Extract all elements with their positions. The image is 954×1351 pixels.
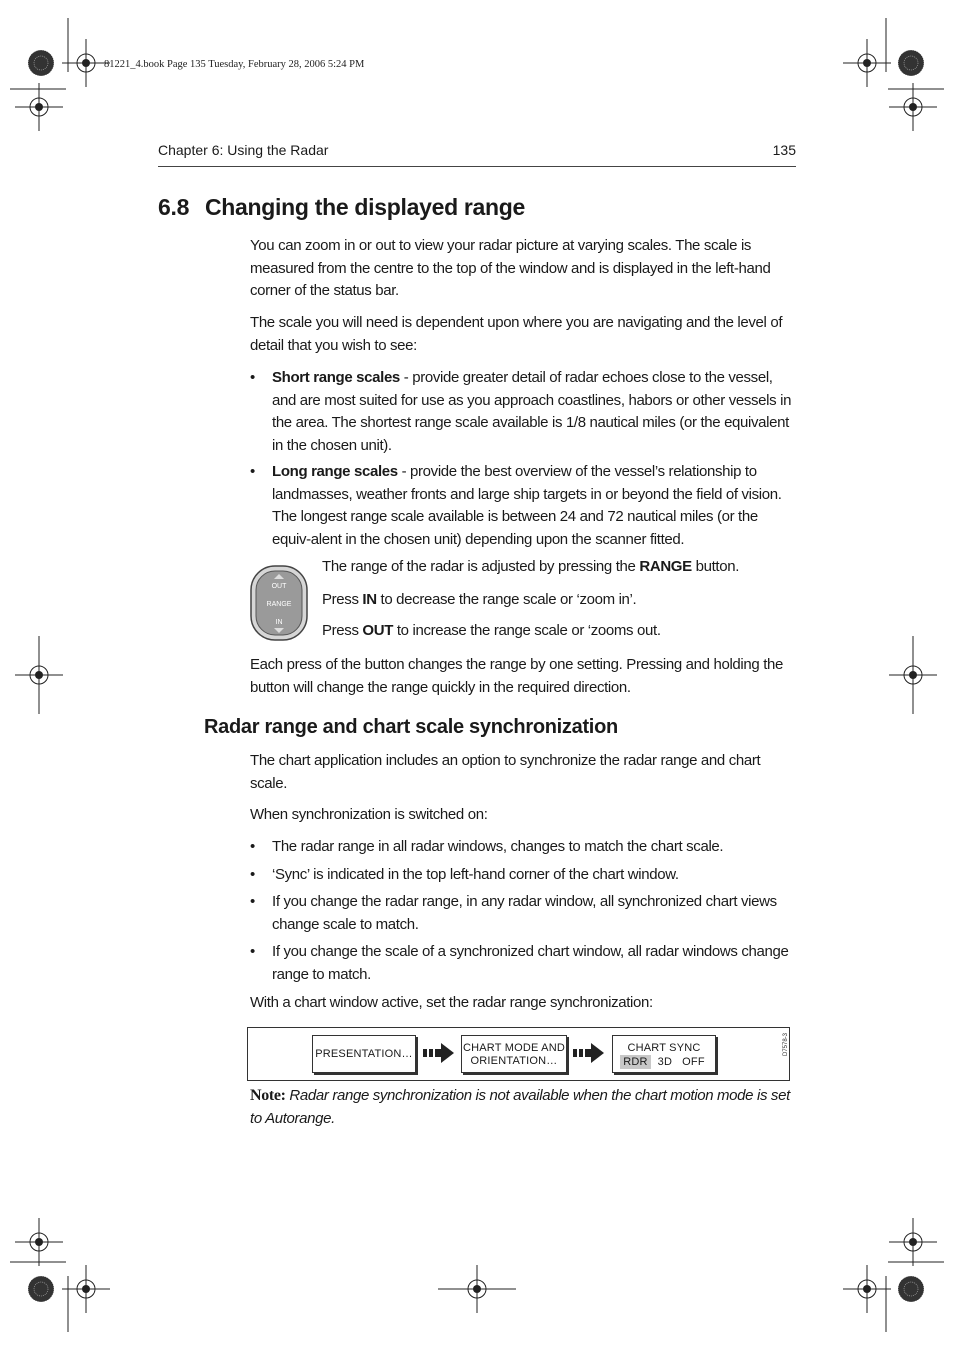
range-key: RANGE bbox=[639, 558, 692, 575]
in-key: IN bbox=[362, 591, 377, 608]
range-in-instruction bbox=[322, 591, 636, 608]
bullet-icon: • bbox=[250, 838, 255, 855]
figure-code: D7578-3 bbox=[783, 1032, 789, 1056]
list-item bbox=[250, 461, 797, 551]
option-off: OFF bbox=[682, 1056, 705, 1068]
section-heading bbox=[158, 194, 525, 221]
registration-star-top-right bbox=[898, 50, 924, 76]
bullet-icon: • bbox=[250, 893, 255, 910]
book-stamp: 81221_4.book Page 135 Tuesday, February 28, 2006 5:24 PM bbox=[104, 59, 365, 70]
bullet-icon: • bbox=[250, 866, 255, 883]
bullet-text: - provide greater detail of radar echoes close to the vessel, and are most suited for use as you approach coastlines, habors or other vessels in the area. The shortest range scale available is 1/8 nautical miles (or the equivalent in the chosen unit). bbox=[272, 369, 792, 454]
note bbox=[250, 1085, 798, 1130]
intro-paragraph: The scale you will need is dependent upon where you are navigating and the level of detail that you wish to see: bbox=[250, 314, 783, 354]
header-rule bbox=[158, 166, 796, 167]
range-in-label: IN bbox=[275, 619, 283, 626]
range-button-illustration bbox=[250, 565, 308, 641]
list-item bbox=[250, 891, 797, 936]
arrow-right-icon bbox=[573, 1040, 607, 1066]
chart-sync-title: CHART SYNC bbox=[627, 1042, 701, 1054]
note-label: Note: bbox=[250, 1087, 286, 1104]
menu-path-figure bbox=[247, 1027, 790, 1081]
page-number: 135 bbox=[772, 142, 796, 158]
bullet-term: Long range scales bbox=[272, 463, 398, 480]
range-press-paragraph: Each press of the button changes the range by one setting. Pressing and holding the button will change the range quickly in the required direction. bbox=[250, 656, 784, 696]
bullet-text: The radar range in all radar windows, changes to match the chart scale. bbox=[272, 838, 724, 855]
option-rdr: RDR bbox=[620, 1055, 650, 1069]
registration-star-bottom-left bbox=[28, 1276, 54, 1302]
section-number: 6.8 bbox=[158, 194, 190, 220]
out-key: OUT bbox=[362, 622, 394, 639]
subsection-heading: Radar range and chart scale synchronization bbox=[204, 716, 618, 738]
chart-sync-options bbox=[613, 1055, 715, 1069]
bullet-text: If you change the radar range, in any radar window, all synchronized chart views change scale to match. bbox=[272, 893, 777, 933]
note-text: Radar range synchronization is not available when the chart motion mode is set to Autorange. bbox=[250, 1087, 790, 1127]
registration-star-bottom-right bbox=[898, 1276, 924, 1302]
presentation-softkey: PRESENTATION… bbox=[312, 1035, 416, 1073]
list-item bbox=[250, 367, 797, 457]
arrow-right-icon bbox=[423, 1040, 457, 1066]
sync-paragraph: When synchronization is switched on: bbox=[250, 806, 488, 823]
chart-mode-softkey bbox=[461, 1035, 567, 1073]
bullet-text: If you change the scale of a synchronized chart window, all radar windows change range to match. bbox=[272, 943, 789, 983]
range-text-part: The range of the radar is adjusted by pressing the bbox=[322, 558, 640, 575]
chart-sync-softkey bbox=[612, 1035, 716, 1073]
running-head: Chapter 6: Using the Radar bbox=[158, 142, 329, 158]
bullet-term: Short range scales bbox=[272, 369, 400, 386]
bullet-icon: • bbox=[250, 463, 255, 480]
sync-paragraph: The chart application includes an option to synchronize the radar range and chart scale. bbox=[250, 752, 761, 792]
range-text-part: to increase the range scale or ‘zooms out. bbox=[393, 622, 661, 639]
bullet-text: - provide the best overview of the vessel’s relationship to landmasses, weather fronts and large ship targets in or beyond the field of vision. The longest range scale available is between 24 and 72 nautical miles (or the equiv-alent in the chosen unit) depending upon the scanner fitted. bbox=[272, 463, 782, 548]
list-item bbox=[250, 864, 802, 887]
range-text-part: Press bbox=[322, 622, 363, 639]
chart-mode-line1: CHART MODE AND bbox=[462, 1042, 566, 1054]
range-text-part: button. bbox=[691, 558, 740, 575]
intro-paragraph: You can zoom in or out to view your radar picture at varying scales. The scale is measured from the centre to the top of the window and is displayed in the left-hand corner of the status bar. bbox=[250, 237, 771, 299]
chart-mode-line2: ORIENTATION… bbox=[470, 1055, 558, 1067]
range-label: RANGE bbox=[266, 601, 292, 608]
range-out-label: OUT bbox=[271, 583, 287, 590]
bullet-icon: • bbox=[250, 943, 255, 960]
bullet-text: ‘Sync’ is indicated in the top left-hand corner of the chart window. bbox=[272, 866, 679, 883]
registration-star-top-left bbox=[28, 50, 54, 76]
range-text-part: Press bbox=[322, 591, 363, 608]
section-title: Changing the displayed range bbox=[205, 194, 526, 220]
bullet-icon: • bbox=[250, 369, 255, 386]
range-text-part: to decrease the range scale or ‘zoom in’. bbox=[376, 591, 637, 608]
list-item bbox=[250, 836, 802, 859]
list-item bbox=[250, 941, 797, 986]
range-out-instruction bbox=[322, 622, 661, 639]
range-instruction bbox=[322, 558, 739, 575]
option-3d: 3D bbox=[657, 1056, 673, 1068]
sync-paragraph: With a chart window active, set the radar range synchronization: bbox=[250, 994, 653, 1011]
